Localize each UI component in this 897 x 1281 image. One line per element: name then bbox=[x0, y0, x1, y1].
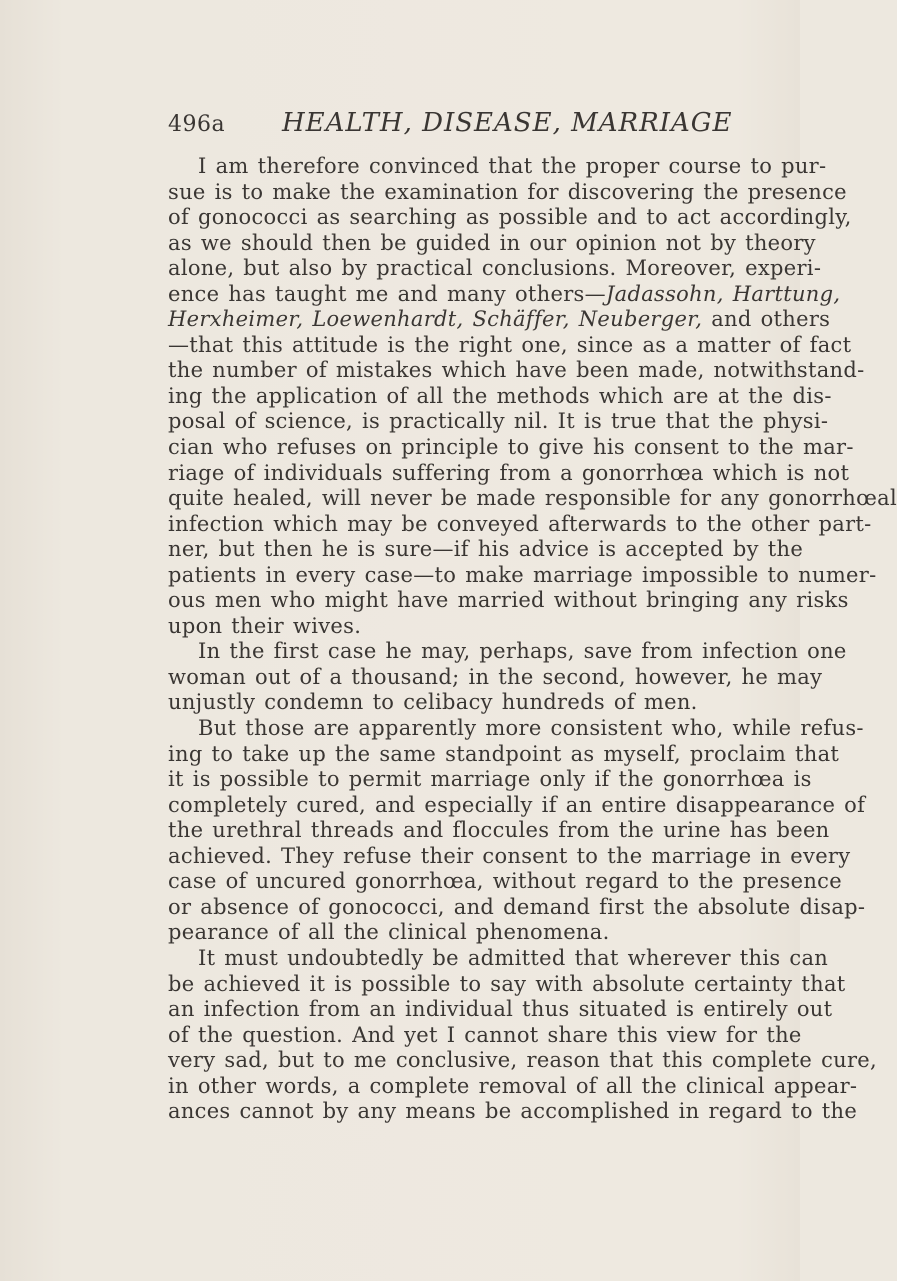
text-line: achieved. They refuse their consent to the marriage in every bbox=[168, 843, 851, 868]
running-head: HEALTH, DISEASE, MARRIAGE bbox=[282, 108, 733, 138]
text-line: alone, but also by practical conclusions. Moreover, experi- bbox=[168, 256, 822, 281]
text-line: very sad, but to me conclusive, reason that this complete cure, bbox=[168, 1048, 877, 1073]
text-line: or absence of gonococci, and demand first the absolute disap- bbox=[168, 894, 866, 919]
text-line: patients in every case—to make marriage impossible to numer- bbox=[168, 562, 877, 587]
text-line: sue is to make the examination for discovering the presence bbox=[168, 179, 847, 204]
text-line: case of uncured gonorrhœa, without regard to the presence bbox=[168, 869, 842, 894]
text-line-names bbox=[168, 281, 841, 308]
text-line: It must undoubtedly be admitted that wherever this can bbox=[198, 945, 829, 970]
text-line: in other words, a complete removal of all the clinical appear- bbox=[168, 1073, 858, 1098]
text-line: be achieved it is possible to say with absolute certainty that bbox=[168, 971, 846, 996]
text-line: ances cannot by any means be accomplished in regard to the bbox=[168, 1099, 858, 1124]
text-line: upon their wives. bbox=[168, 613, 362, 638]
text-line: as we should then be guided in our opinion not by theory bbox=[168, 230, 816, 255]
text-line: —that this attitude is the right one, since as a matter of fact bbox=[168, 332, 852, 357]
text-line: ing the application of all the methods which are at the dis- bbox=[168, 383, 832, 408]
text-line: infection which may be conveyed afterwards to the other part- bbox=[168, 511, 872, 536]
page-number: 496a bbox=[168, 112, 226, 137]
text-line: quite healed, will never be made responsible for any gonorrhœal bbox=[168, 486, 897, 511]
text-line: cian who refuses on principle to give his consent to the mar- bbox=[168, 435, 854, 460]
text-fragment: and others bbox=[702, 307, 831, 332]
text-line: the urethral threads and floccules from the urine has been bbox=[168, 818, 830, 843]
text-line: ner, but then he is sure—if his advice is accepted by the bbox=[168, 537, 804, 562]
text-line: it is possible to permit marriage only if the gonorrhœa is bbox=[168, 767, 812, 792]
text-line: woman out of a thousand; in the second, however, he may bbox=[168, 664, 823, 689]
page-header bbox=[168, 108, 768, 148]
text-line: posal of science, is practically nil. It is true that the physi- bbox=[168, 409, 829, 434]
text-line: an infection from an individual thus situated is entirely out bbox=[168, 997, 833, 1022]
text-line: But those are apparently more consistent who, while refus- bbox=[198, 716, 864, 741]
text-line: I am therefore convinced that the proper course to pur- bbox=[198, 154, 827, 178]
text-line: ing to take up the same standpoint as myself, proclaim that bbox=[168, 741, 840, 766]
body-text bbox=[168, 154, 897, 1125]
text-line: unjustly condemn to celibacy hundreds of men. bbox=[168, 690, 698, 715]
text-line: the number of mistakes which have been made, notwithstand- bbox=[168, 358, 865, 383]
italic-names: Jadassohn, Harttung, bbox=[605, 281, 841, 306]
text-line: ous men who might have married without bringing any risks bbox=[168, 588, 849, 613]
text-line: riage of individuals suffering from a gonorrhœa which is not bbox=[168, 460, 850, 485]
text-line: of gonococci as searching as possible and to act accordingly, bbox=[168, 205, 852, 230]
text-line-names bbox=[168, 307, 831, 333]
text-line: In the first case he may, perhaps, save from infection one bbox=[198, 639, 847, 664]
text-line: pearance of all the clinical phenomena. bbox=[168, 920, 610, 945]
text-line: completely cured, and especially if an entire disappearance of bbox=[168, 792, 866, 817]
text-fragment: ence has taught me and many others— bbox=[168, 281, 606, 306]
text-line: of the question. And yet I cannot share this view for the bbox=[168, 1022, 802, 1047]
italic-names: Herxheimer, Loewenhardt, Schäffer, Neuberger, bbox=[168, 307, 703, 332]
